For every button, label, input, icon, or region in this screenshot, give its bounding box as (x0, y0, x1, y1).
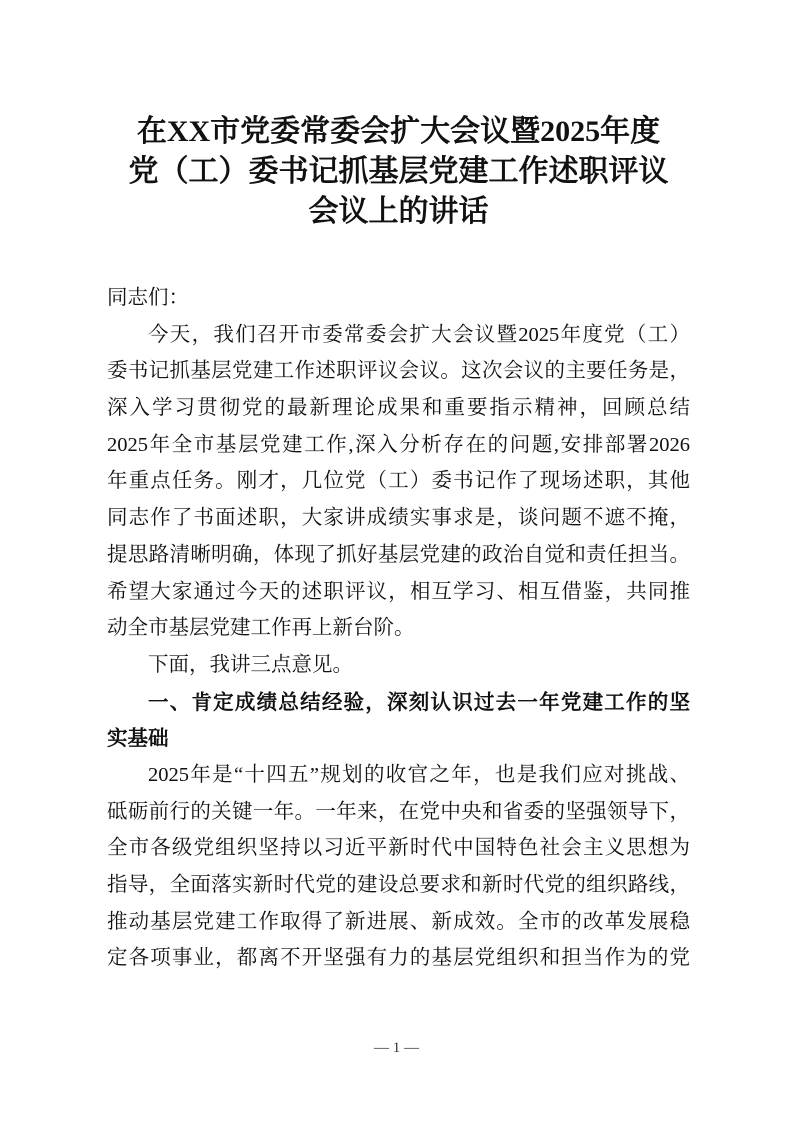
text-line: 年重点任务。刚才，几位党（工）委书记作了现场述职，其他 (107, 470, 690, 493)
title-line: 在XX市党委常委会扩大会议暨2025年度 (136, 115, 661, 148)
text-line: 砥砺前行的关键一年。一年来，在党中央和省委的坚强领导下， (107, 800, 690, 823)
text-line: 动全市基层党建工作再上新台阶。 (107, 617, 415, 640)
text-line: 希望大家通过今天的述职评议，相互学习、相互借鉴，共同推 (107, 580, 690, 603)
text-line: 全市各级党组织坚持以习近平新时代中国特色社会主义思想为 (107, 837, 690, 860)
salutation: 同志们： (107, 287, 189, 309)
title-line: 党（工）委书记抓基层党建工作述职评议 (128, 155, 669, 188)
text-line: 委书记抓基层党建工作述职评议会议。这次会议的主要任务是， (107, 360, 690, 383)
paragraph-transition: 下面，我讲三点意见。 (148, 653, 353, 676)
paragraph-section-1 (107, 757, 690, 977)
text-line: 一、肯定成绩总结经验，深刻认识过去一年党建工作的坚 (148, 689, 690, 714)
page-number: — 1 — (374, 1040, 419, 1056)
section-heading-1 (107, 684, 690, 757)
text-line: 同志作了书面述职，大家讲成绩实事求是，谈问题不遮不掩， (107, 507, 690, 530)
paragraph-intro (107, 317, 690, 647)
text-line: 提思路清晰明确，体现了抓好基层党建的政治自觉和责任担当。 (107, 543, 690, 566)
text-line: 今天，我们召开市委常委会扩大会议暨2025年度党（工） (148, 323, 690, 346)
text-line: 指导，全面落实新时代党的建设总要求和新时代党的组织路线， (107, 874, 690, 896)
document-body (107, 280, 690, 977)
text-line: 定各项事业，都离不开坚强有力的基层党组织和担当作为的党 (107, 947, 690, 970)
text-line: 推动基层党建工作取得了新进展、新成效。全市的改革发展稳 (107, 910, 690, 933)
text-line: 实基础 (107, 726, 169, 751)
text-line: 2025年全市基层党建工作,深入分析存在的问题,安排部署2026 (107, 433, 690, 456)
document-title (100, 112, 697, 232)
title-line: 会议上的讲话 (308, 195, 489, 228)
text-line: 深入学习贯彻党的最新理论成果和重要指示精神，回顾总结 (107, 397, 690, 420)
text-line: 2025年是“十四五”规划的收官之年，也是我们应对挑战、 (148, 763, 690, 786)
